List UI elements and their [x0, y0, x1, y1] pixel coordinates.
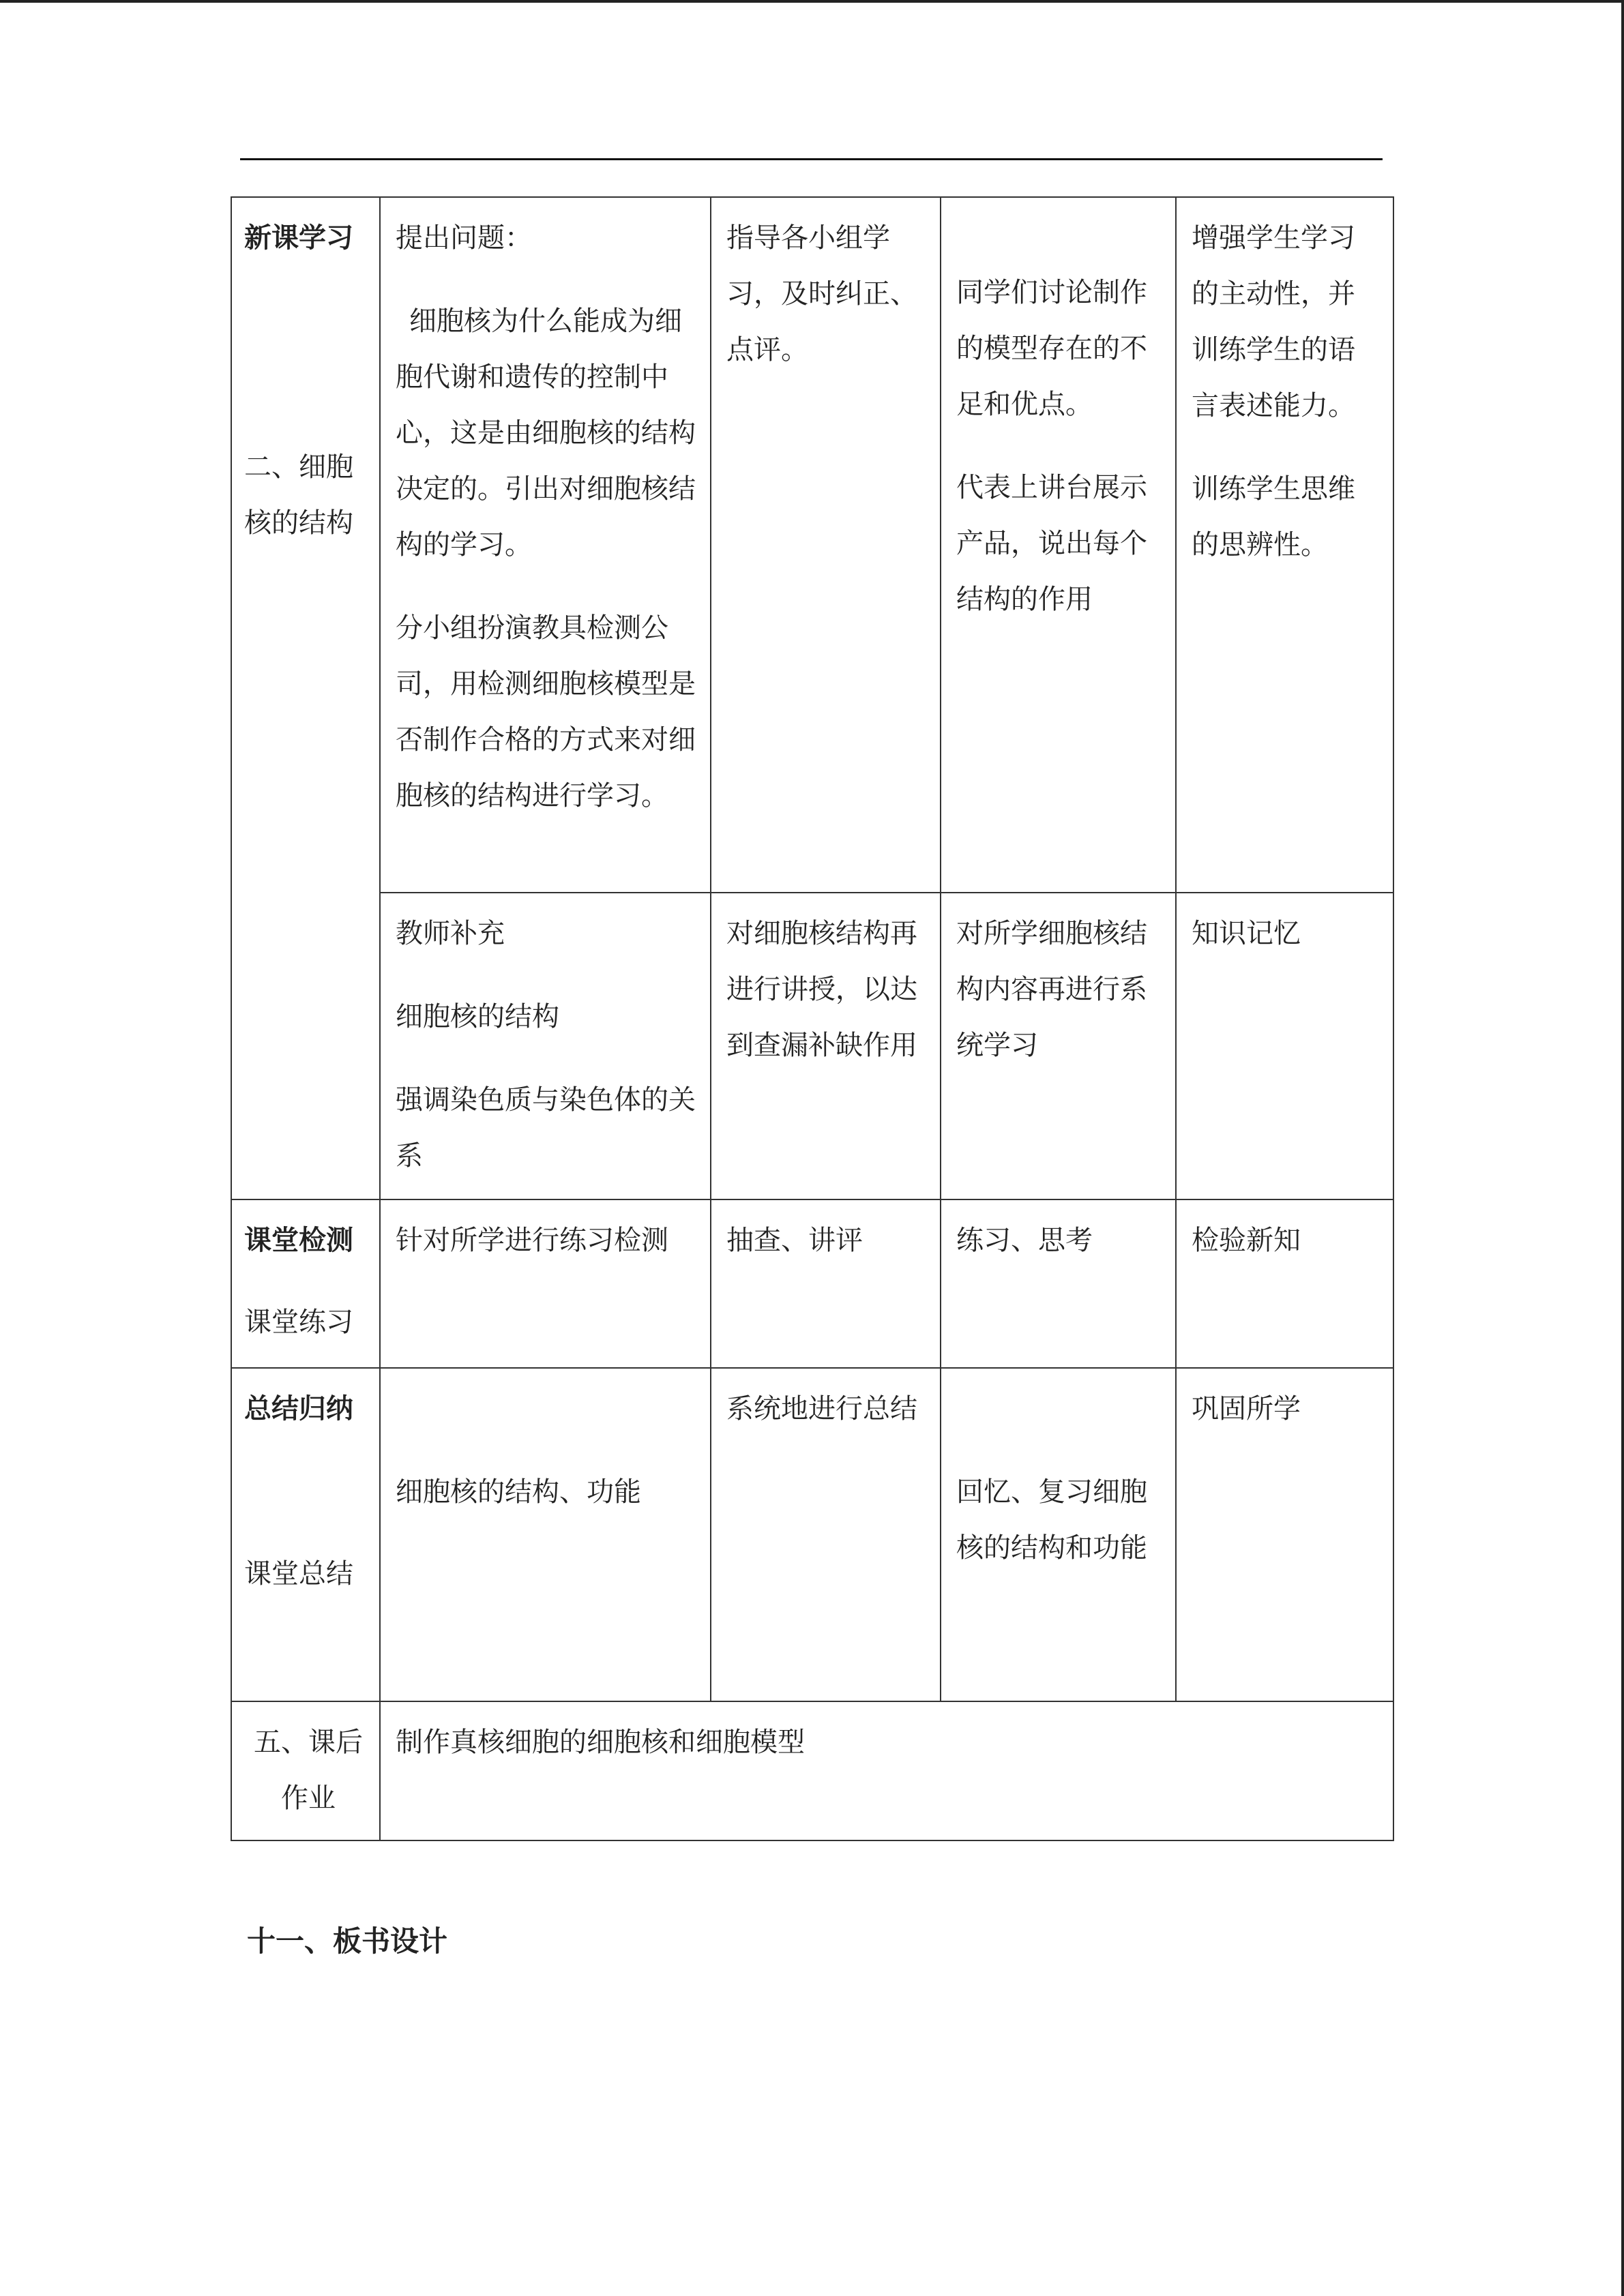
- student-activity-cell: [941, 197, 1176, 893]
- teacher-activity-cell: [711, 893, 941, 1199]
- stage-label: 课堂检测: [244, 1224, 353, 1256]
- stage-cell-homework: [231, 1701, 380, 1840]
- content-cell: [380, 1199, 711, 1368]
- homework-content-cell: [380, 1701, 1393, 1840]
- student-activity-text: 回忆、复习细胞核的结构和功能: [956, 1476, 1147, 1564]
- stage-cell-new-lesson: [231, 197, 380, 1199]
- stage-sublabel: 课堂练习: [244, 1307, 353, 1338]
- content-cell: [380, 1368, 711, 1701]
- content-paragraph: 细胞核的结构、功能: [396, 1476, 641, 1508]
- teacher-activity-text: 指导各小组学习，及时纠正、点评。: [726, 222, 917, 366]
- content-paragraph: 提出问题：: [396, 222, 532, 254]
- content-paragraph: 细胞核为什么能成为细胞代谢和遗传的控制中心，这是由细胞核的结构决定的。引出对细胞核结构的学习。: [396, 305, 696, 561]
- purpose-text: 知识记忆: [1192, 918, 1301, 949]
- teacher-activity-text: 系统地进行总结: [726, 1393, 917, 1425]
- page-border-top: [0, 0, 1624, 3]
- teacher-activity-cell: [711, 1199, 941, 1368]
- table-row-new-lesson-intro: [231, 197, 1393, 893]
- content-cell: [380, 197, 711, 893]
- student-activity-cell: [941, 893, 1176, 1199]
- teacher-activity-text: 抽查、讲评: [726, 1225, 863, 1256]
- lesson-plan-table: [231, 196, 1394, 1841]
- teacher-activity-text: 对细胞核结构再进行讲授，以达到查漏补缺作用: [726, 918, 917, 1061]
- stage-cell-check: [231, 1199, 380, 1368]
- content-paragraph: 分小组扮演教具检测公司，用检测细胞核模型是否制作合格的方式来对细胞核的结构进行学习。: [396, 612, 696, 811]
- section-title: 十一、板书设计: [247, 1924, 448, 1958]
- purpose-cell: [1176, 1368, 1393, 1701]
- purpose-text: 巩固所学: [1192, 1393, 1301, 1425]
- header-rule: [240, 158, 1383, 160]
- stage-label: 新课学习: [244, 222, 353, 254]
- purpose-cell: [1176, 197, 1393, 893]
- content-paragraph: 细胞核的结构: [396, 1001, 559, 1032]
- purpose-cell: [1176, 893, 1393, 1199]
- content-paragraph: 针对所学进行练习检测: [396, 1225, 668, 1256]
- content-paragraph: 强调染色质与染色体的关系: [396, 1084, 696, 1172]
- homework-text: 制作真核细胞的细胞核和细胞模型: [396, 1727, 805, 1758]
- table-row-summary: [231, 1368, 1393, 1701]
- student-activity-text: 同学们讨论制作的模型存在的不足和优点。: [956, 277, 1147, 420]
- student-activity-cell: [941, 1368, 1176, 1701]
- table-row-homework: [231, 1701, 1393, 1840]
- stage-cell-summary: [231, 1368, 380, 1701]
- purpose-text: 训练学生思维的思辨性。: [1192, 473, 1355, 561]
- content-cell: [380, 893, 711, 1199]
- stage-label: 五、课后作业: [254, 1727, 363, 1814]
- purpose-text: 增强学生学习的主动性，并训练学生的语言表述能力。: [1192, 222, 1355, 421]
- purpose-text: 检验新知: [1192, 1225, 1301, 1256]
- content-paragraph: 教师补充: [396, 918, 505, 949]
- student-activity-text: 代表上讲台展示产品，说出每个结构的作用: [956, 472, 1147, 615]
- stage-sublabel: 课堂总结: [244, 1558, 353, 1590]
- student-activity-text: 对所学细胞核结构内容再进行系统学习: [956, 918, 1147, 1061]
- table-row-check: [231, 1199, 1393, 1368]
- teacher-activity-cell: [711, 1368, 941, 1701]
- student-activity-cell: [941, 1199, 1176, 1368]
- table-row-new-lesson-supplement: [231, 893, 1393, 1199]
- page-border-right: [1621, 0, 1624, 2296]
- stage-label: 总结归纳: [244, 1392, 353, 1425]
- stage-topic: 二、细胞核的结构: [244, 451, 353, 539]
- student-activity-text: 练习、思考: [956, 1225, 1093, 1256]
- teacher-activity-cell: [711, 197, 941, 893]
- purpose-cell: [1176, 1199, 1393, 1368]
